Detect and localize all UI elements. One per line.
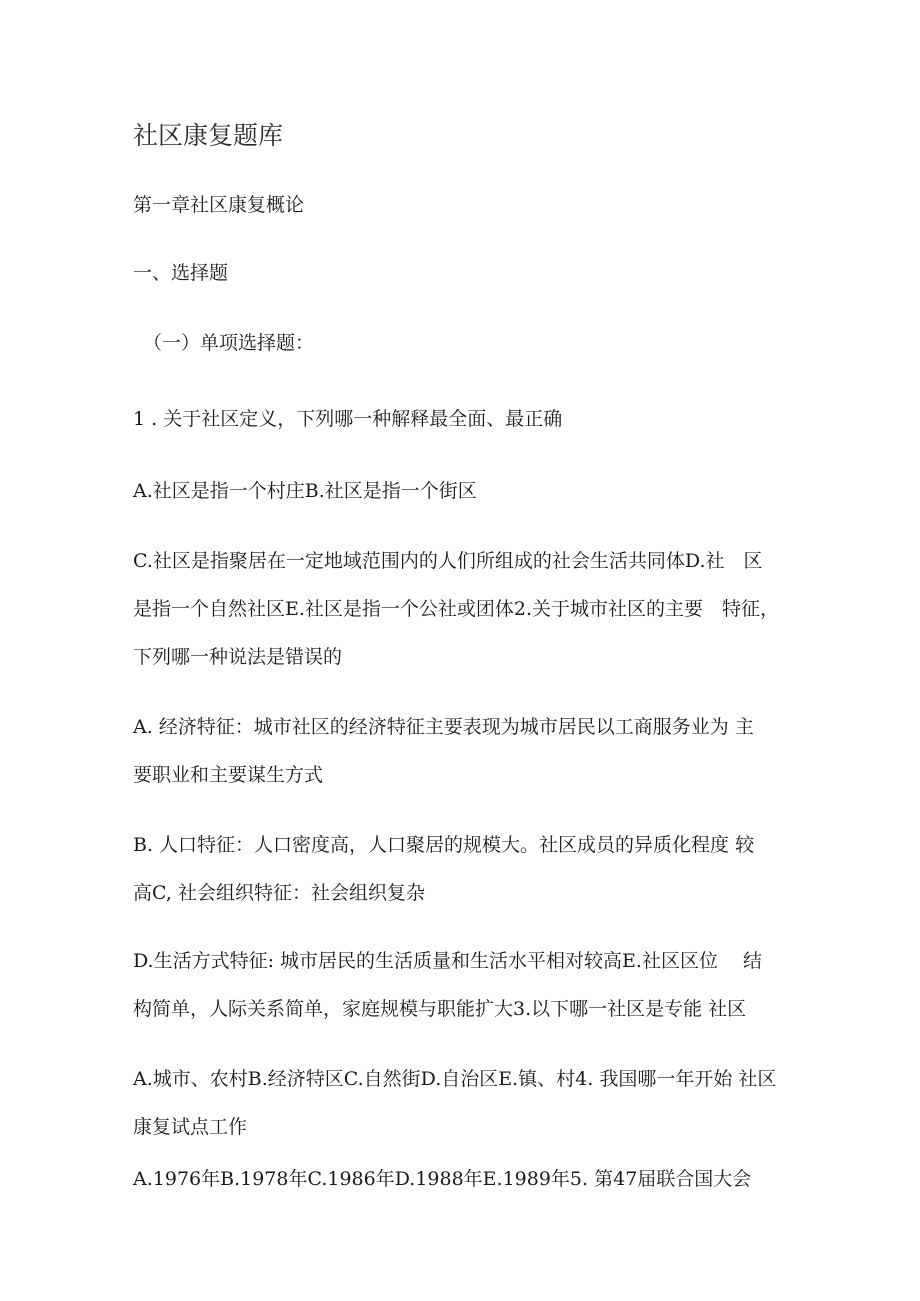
section-heading: 一、选择题	[133, 262, 229, 284]
question-2-option-a-continued: 要职业和主要谋生方式	[133, 764, 324, 786]
question-2-option-a: A. 经济特征：城市社区的经济特征主要表现为城市居民以工商服务业为 主	[133, 716, 754, 738]
chapter-heading: 第一章社区康复概论	[133, 194, 305, 216]
question-1-options-ab: A.社区是指一个村庄B.社区是指一个街区	[133, 480, 477, 502]
document-title: 社区康复题库	[133, 121, 284, 150]
question-3-options-question-4: A.城市、农村B.经济特区C.自然街D.自治区E.镇、村4. 我国哪一年开始 社区	[133, 1068, 777, 1090]
question-1-option-d-e-question-2: 是指一个自然社区E.社区是指一个公社或团体2.关于城市社区的主要 特征，	[133, 598, 780, 620]
subsection-heading: （一）单项选择题：	[143, 332, 315, 354]
question-4-continued: 康复试点工作	[133, 1116, 248, 1138]
question-2-option-c: 高C, 社会组织特征：社会组织复杂	[133, 882, 425, 904]
question-2-option-e-question-3: 构简单，人际关系简单，家庭规模与职能扩大3.以下哪一社区是专能 社区	[133, 998, 747, 1020]
question-1: 1 . 关于社区定义，下列哪一种解释最全面、最正确	[133, 408, 563, 430]
question-1-option-c-d: C.社区是指聚居在一定地域范围内的人们所组成的社会生活共同体D.社 区	[133, 550, 763, 572]
question-2-continued: 下列哪一种说法是错误的	[133, 646, 343, 668]
question-2-option-d-e: D.生活方式特征: 城市居民的生活质量和生活水平相对较高E.社区区位 结	[133, 950, 762, 972]
question-4-options-question-5: A.1976年B.1978年C.1986年D.1988年E.1989年5. 第47届联合国大会	[133, 1168, 752, 1190]
question-2-option-b: B. 人口特征：人口密度高，人口聚居的规模大。社区成员的异质化程度 较	[133, 834, 755, 856]
